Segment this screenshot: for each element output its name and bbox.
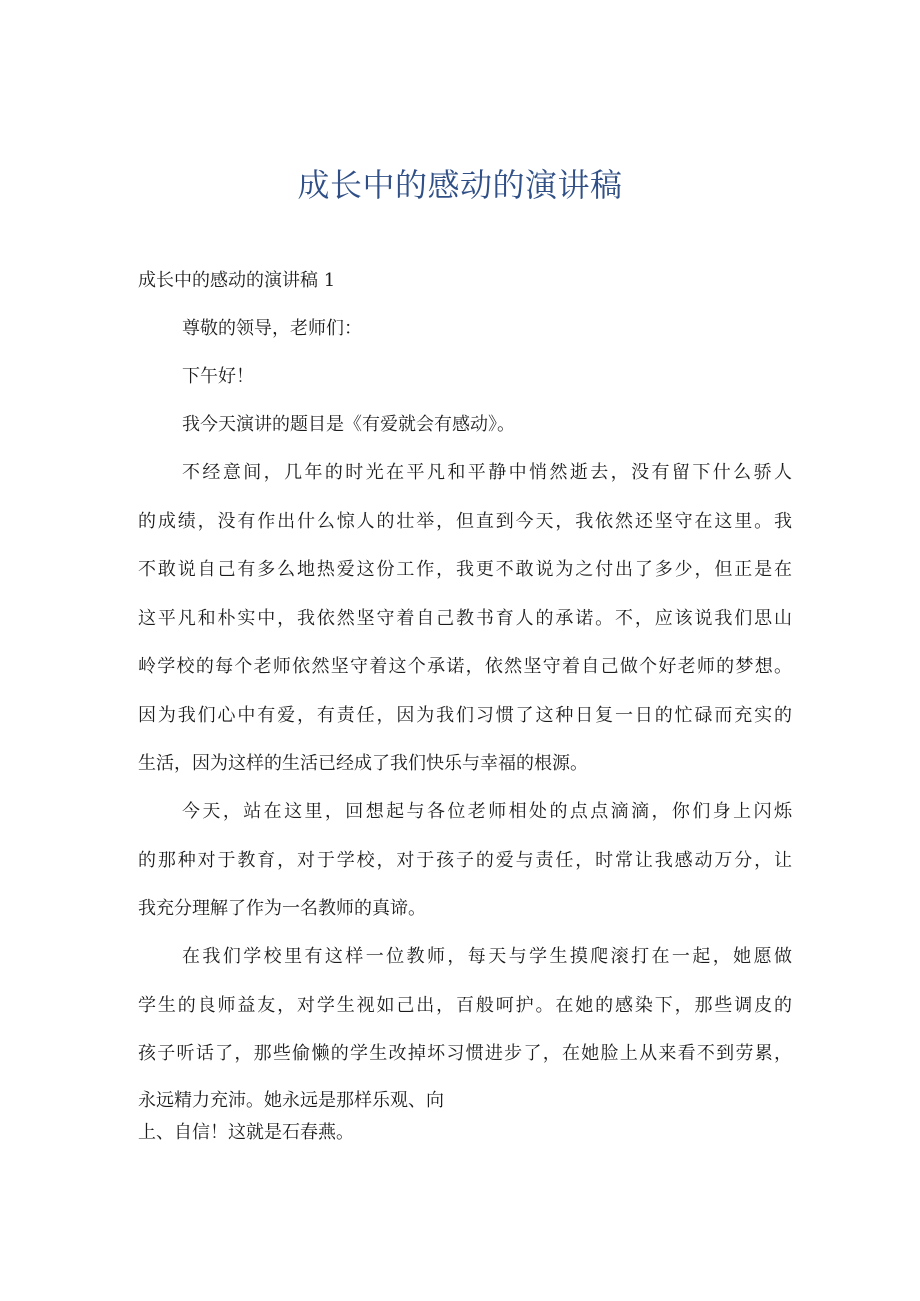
paragraph-line: 因为我们心中有爱，有责任，因为我们习惯了这种日复一日的忙碌而充实的: [138, 705, 792, 726]
salutation-line: 下午好！: [182, 366, 254, 387]
paragraph-line: 在我们学校里有这样一位教师，每天与学生摸爬滚打在一起，她愿做: [182, 946, 792, 967]
paragraph-line: 学生的良师益友，对学生视如己出，百般呵护。在她的感染下，那些调皮的: [138, 995, 792, 1016]
paragraph-line: 我充分理解了作为一名教师的真谛。: [138, 898, 426, 919]
paragraph-line: 的那种对于教育，对于学校，对于孩子的爱与责任，时常让我感动万分，让: [138, 850, 792, 871]
section-heading: 成长中的感动的演讲稿 1: [138, 270, 336, 291]
paragraph-line: 这平凡和朴实中，我依然坚守着自己教书育人的承诺。不，应该说我们思山: [138, 608, 792, 629]
paragraph-line: 岭学校的每个老师依然坚守着这个承诺，依然坚守着自己做个好老师的梦想。: [138, 656, 792, 677]
paragraph-line: 孩子听话了，那些偷懒的学生改掉坏习惯进步了，在她脸上从来看不到劳累，: [138, 1043, 792, 1064]
paragraph-line: 今天，站在这里，回想起与各位老师相处的点点滴滴，你们身上闪烁: [182, 801, 792, 822]
paragraph-line: 永远精力充沛。她永远是那样乐观、向: [138, 1090, 444, 1111]
topic-line: 我今天演讲的题目是《有爱就会有感动》。: [182, 414, 515, 435]
paragraph-line: 生活，因为这样的生活已经成了我们快乐与幸福的根源。: [138, 753, 588, 774]
paragraph-line: 上、自信！这就是石春燕。: [138, 1122, 354, 1143]
document-title: 成长中的感动的演讲稿: [297, 166, 623, 204]
paragraph-line: 不敢说自己有多么地热爱这份工作，我更不敢说为之付出了多少，但正是在: [138, 559, 792, 580]
paragraph-line: 的成绩，没有作出什么惊人的壮举，但直到今天，我依然还坚守在这里。我: [138, 511, 792, 532]
greeting-line: 尊敬的领导，老师们：: [182, 318, 362, 339]
paragraph-line: 不经意间，几年的时光在平凡和平静中悄然逝去，没有留下什么骄人: [182, 462, 792, 483]
